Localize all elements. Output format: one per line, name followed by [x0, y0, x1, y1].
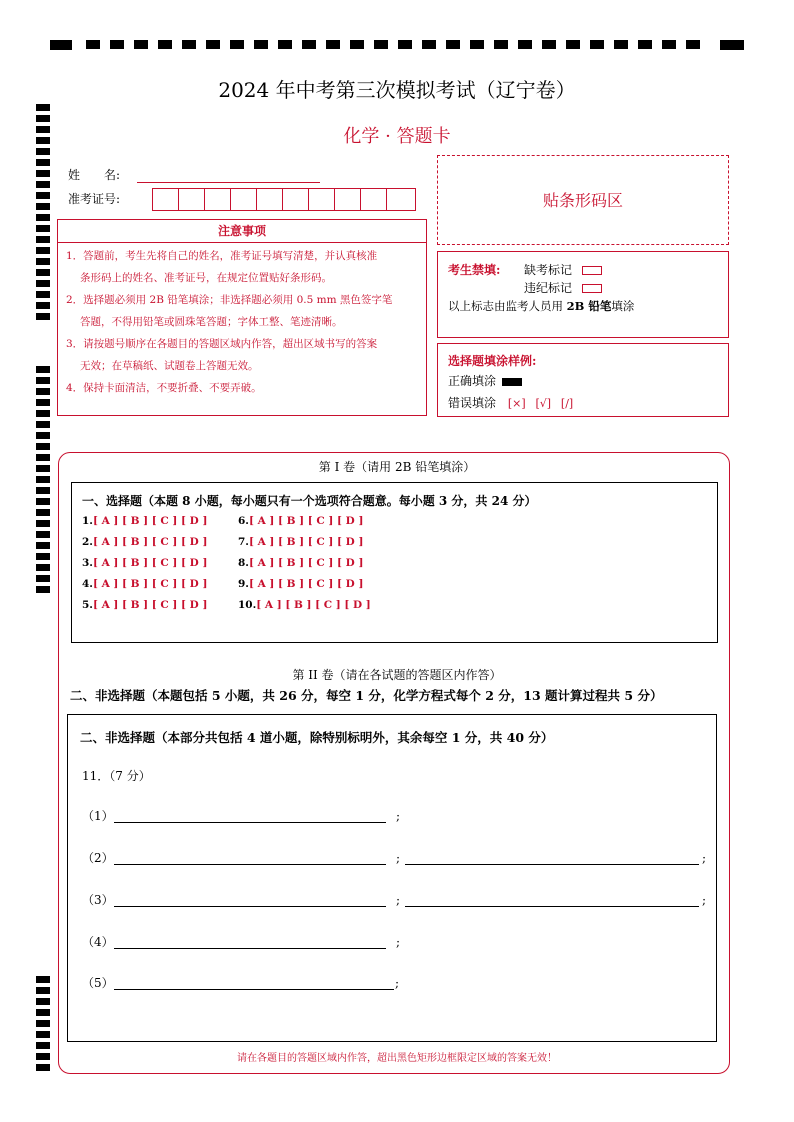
fill-sample-label: 选择题填涂样例:	[448, 354, 537, 368]
absent-box[interactable]	[582, 266, 602, 275]
violation-mark[interactable]	[524, 279, 602, 296]
question-11-label: 11．（7 分）	[82, 769, 151, 783]
absent-mark[interactable]	[524, 261, 602, 278]
sub-question-5-label: （5）	[82, 976, 114, 990]
sub-question-2-label: （2）	[82, 851, 114, 865]
part1-title: 第 I 卷（请用 2B 铅笔填涂）	[318, 460, 476, 474]
barcode-area[interactable]	[437, 155, 729, 245]
forbidden-note: 以上标志由监考人员用 2B 铅笔填涂	[448, 299, 635, 313]
name-label: 姓 名:	[68, 168, 121, 182]
barcode-area-label: 贴条形码区	[542, 191, 623, 210]
note-line: 3．请按题号顺序在各题目的答题区域内作答，超出区域书写的答案	[66, 338, 378, 350]
separator: ;	[702, 893, 707, 907]
violation-label: 违纪标记	[524, 281, 573, 295]
answer-blank-2b[interactable]	[405, 863, 699, 865]
name-field[interactable]	[137, 168, 320, 183]
note-line: 2．选择题必须用 2B 铅笔填涂；非选择题必须用 0.5 mm 黑色签字笔	[66, 294, 393, 306]
question-10[interactable]: 10.[ A ] [ B ] [ C ] [ D ]	[238, 599, 371, 611]
sub-question-3-label: （3）	[82, 893, 114, 907]
sub-question-4-label: （4）	[82, 935, 114, 949]
part2-heading: 二、非选择题（本题包括 5 小题，共 26 分，每空 1 分，化学方程式每个 2 分，13 题计算过程共 5 分）	[70, 688, 663, 703]
page-subtitle: 化学 · 答题卡	[343, 126, 451, 147]
notes-heading: 注意事项	[58, 220, 426, 243]
note-line: 1．答题前，考生先将自己的姓名，准考证号填写清楚，并认真核准	[66, 250, 378, 262]
correct-fill: 正确填涂	[448, 372, 522, 389]
absent-label: 缺考标记	[524, 263, 573, 277]
id-label: 准考证号:	[68, 192, 121, 206]
question-4[interactable]: 4.[ A ] [ B ] [ C ] [ D ]	[82, 578, 208, 590]
answer-blank-5[interactable]	[114, 988, 394, 990]
question-3[interactable]: 3.[ A ] [ B ] [ C ] [ D ]	[82, 557, 208, 569]
page-title: 2024 年中考第三次模拟考试（辽宁卷）	[218, 78, 576, 102]
free-response-heading: 二、非选择题（本部分共包括 4 道小题，除特别标明外，其余每空 1 分，共 40 分）	[80, 730, 554, 745]
note-line: 无效；在草稿纸、试题卷上答题无效。	[80, 360, 259, 372]
footer-warning: 请在各题目的答题区域内作答，超出黑色矩形边框限定区域的答案无效！	[237, 1053, 557, 1064]
sub-question-1-label: （1）	[82, 809, 114, 823]
notes-panel	[57, 219, 427, 416]
separator: ;	[395, 976, 400, 990]
forbidden-panel	[437, 251, 729, 338]
separator: ;	[396, 851, 401, 865]
filled-mark	[502, 378, 522, 386]
question-1[interactable]: 1.[ A ] [ B ] [ C ] [ D ]	[82, 515, 208, 527]
question-5[interactable]: 5.[ A ] [ B ] [ C ] [ D ]	[82, 599, 208, 611]
note-line: 4．保持卡面清洁，不要折叠、不要弄破。	[66, 382, 262, 394]
choice-heading: 一、选择题（本题 8 小题，每小题只有一个选项符合题意。每小题 3 分，共 24 分）	[82, 494, 537, 508]
separator: ;	[702, 851, 707, 865]
fill-sample-panel	[437, 343, 729, 417]
note-line: 答题，不得用铅笔或圆珠笔答题；字体工整、笔迹清晰。	[80, 316, 343, 328]
answer-blank-3b[interactable]	[405, 905, 699, 907]
free-response-section	[67, 714, 717, 1042]
wrong-fill: 错误填涂 [×] [√] [/]	[448, 396, 574, 410]
question-6[interactable]: 6.[ A ] [ B ] [ C ] [ D ]	[238, 515, 364, 527]
answer-blank-3a[interactable]	[114, 905, 386, 907]
choice-section	[71, 482, 718, 643]
separator: ;	[396, 893, 401, 907]
note-line: 条形码上的姓名、准考证号，在规定位置贴好条形码。	[80, 272, 332, 284]
violation-box[interactable]	[582, 284, 602, 293]
separator: ;	[396, 935, 401, 949]
answer-blank-1[interactable]	[114, 821, 386, 823]
question-7[interactable]: 7.[ A ] [ B ] [ C ] [ D ]	[238, 536, 364, 548]
question-8[interactable]: 8.[ A ] [ B ] [ C ] [ D ]	[238, 557, 364, 569]
separator: ;	[396, 809, 401, 823]
forbidden-label: 考生禁填:	[448, 263, 501, 277]
part2-title: 第 II 卷（请在各试题的答题区内作答）	[292, 668, 502, 682]
answer-blank-2a[interactable]	[114, 863, 386, 865]
answer-blank-4[interactable]	[114, 947, 386, 949]
question-2[interactable]: 2.[ A ] [ B ] [ C ] [ D ]	[82, 536, 208, 548]
question-9[interactable]: 9.[ A ] [ B ] [ C ] [ D ]	[238, 578, 364, 590]
